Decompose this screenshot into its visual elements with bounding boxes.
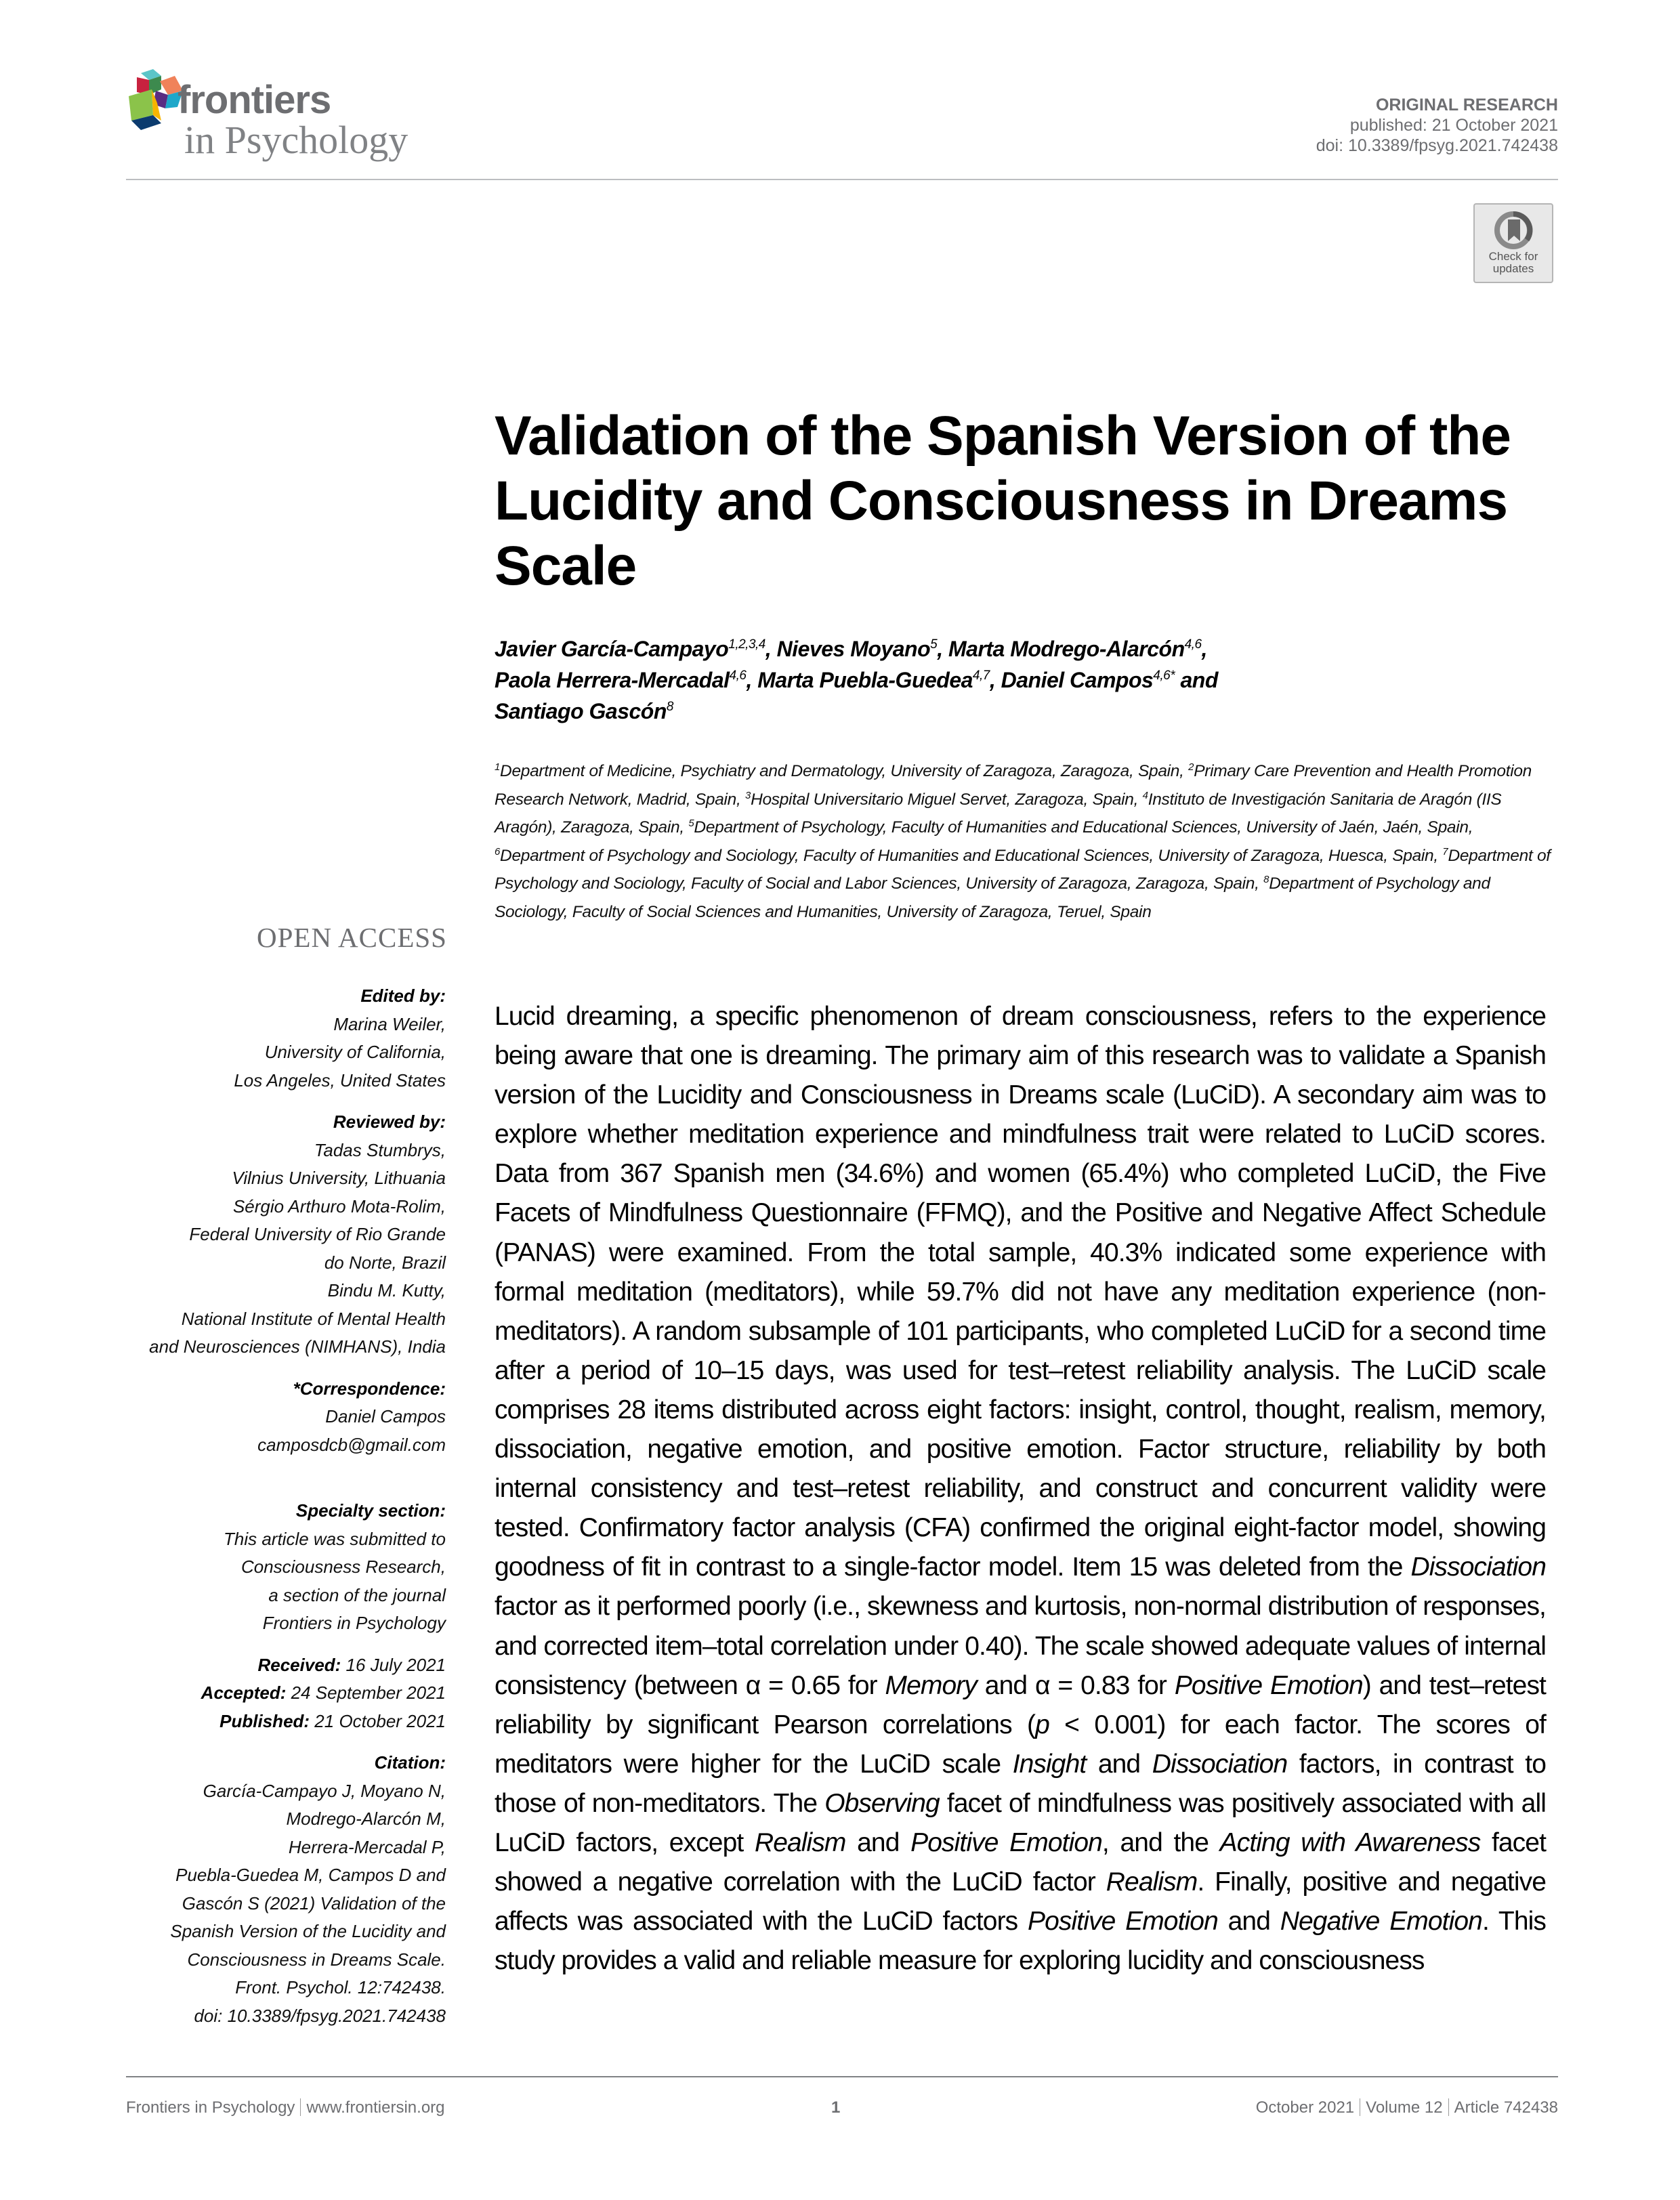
footer-article: Article 742438 [1454,2098,1558,2117]
author[interactable]: Paola Herrera-Mercadal$^{4,6}$, [495,668,758,692]
footer-left [126,2098,445,2117]
journal-name: in Psychology [184,118,408,162]
article-meta [1316,95,1558,156]
editor-affiliation: Los Angeles, United States [234,1070,446,1091]
journal-logo-text[interactable] [177,80,408,160]
accepted-date: Accepted: 24 September 2021 [201,1683,446,1703]
article-title: Validation of the Spanish Version of the Lucidity and Consciousness in Dreams Scale [495,405,1511,597]
reviewer-affiliation: and Neurosciences (NIMHANS), India [149,1336,446,1357]
bookmark-ring-icon [1493,210,1534,251]
citation-text: Puebla-Guedea M, Campos D and [175,1865,446,1885]
check-for-updates-button[interactable] [1473,203,1553,283]
author[interactable]: Nieves Moyano$^5$, [776,637,948,661]
specialty-text: a section of the journal [268,1584,446,1605]
author-list [495,633,1551,727]
reviewed-by-label: Reviewed by: [333,1112,446,1132]
article-type: ORIGINAL RESEARCH [1375,96,1558,114]
article-doi[interactable]: doi: 10.3389/fpsyg.2021.742438 [1316,136,1558,155]
reviewer-affiliation: Federal University of Rio Grande [189,1224,446,1244]
citation-text: Consciousness in Dreams Scale. [187,1949,446,1970]
page-number: 1 [831,2098,841,2117]
footer-right [1256,2098,1558,2117]
citation-text: Herrera-Mercadal P, [288,1836,446,1857]
author[interactable]: Santiago Gascón$^8$ [495,699,673,723]
specialty-text: This article was submitted to [223,1528,446,1549]
check-text-2: updates [1492,262,1534,275]
author[interactable]: Daniel Campos$^{4,6*}$ and [1001,668,1218,692]
reviewer-name[interactable]: Sérgio Arthuro Mota-Rolim, [232,1196,446,1217]
reviewer-name[interactable]: Tadas Stumbrys, [314,1139,446,1160]
footer-volume: Volume 12 [1366,2098,1443,2117]
received-date: Received: 16 July 2021 [257,1654,446,1675]
published-date: published: 21 October 2021 [1349,116,1558,135]
check-text-1: Check for [1488,250,1538,263]
footer-journal: Frontiers in Psychology [126,2098,295,2117]
abstract-text: Lucid dreaming, a specific phenomenon of dream consciousness, refers to the experience being aware that one is dreaming. The primary aim of this research was to validate a Spanish version of the Lucidity and Consciousness in Dreams scale (LuCiD). A secondary aim was to explore whether meditation experience and mindfulness trait were related to LuCiD scores. Data from 367 Spanish men (34.6%) and women (65.4%) who completed LuCiD, the Five Facets of Mindfulness Questionnaire (FFMQ), and the Positive and Negative Affect Schedule (PANAS) were examined. From the total sample, 40.3% indicated some experience with formal meditation (meditators), while 59.7% did not have any meditation experience (non-meditators). A random subsample of 101 participants, who completed LuCiD for a second time after a period of 10–15 days, was used for test–retest reliability analysis. The LuCiD scale comprises 28 items distributed across eight factors: insight, control, thought, realism, memory, dissociation, negative emotion, and positive emotion. Factor structure, reliability by both internal consistency and test–retest reliability, and construct and concurrent validity were tested. Confirmatory factor analysis (CFA) confirmed the original eight-factor model, showing goodness of fit in contrast to a single-factor model. Item 15 was deleted from the Dissociation factor as it performed poorly (i.e., skewness and kurtosis, non-normal distribution of responses, and corrected item–total correlation under 0.40). The scale showed adequate values of internal consistency (between α = 0.65 for Memory and α = 0.83 for Positive Emotion) and test–retest reliability by significant Pearson correlations (p < 0.001) for each factor. The scores of meditators were higher for the LuCiD scale Insight and Dissociation factors, in contrast to those of non-meditators. The Observing facet of mindfulness was positively associated with all LuCiD factors, except Realism and Positive Emotion, and the Acting with Awareness facet showed a negative correlation with the LuCiD factor Realism. Finally, positive and negative affects was associated with the LuCiD factors Positive Emotion and Negative Emotion. This study provides a valid and reliable measure for exploring lucidity and consciousness [495,1002,1547,1976]
specialty-text: Consciousness Research, [240,1557,446,1577]
specialty-text: Frontiers in Psychology [262,1613,446,1633]
article-sidebar [93,982,446,2030]
reviewer-name[interactable]: Bindu M. Kutty, [327,1280,446,1300]
footer-date: October 2021 [1255,2098,1355,2117]
citation-doi-link[interactable]: doi: 10.3389/fpsyg.2021.742438 [194,2005,446,2026]
citation-text: Modrego-Alarcón M, [286,1808,446,1829]
author[interactable]: Javier García-Campayo$^{1,2,3,4}$, [495,637,777,661]
citation-text: Front. Psychol. 12:742438. [235,1977,446,1997]
editor-name[interactable]: Marina Weiler, [333,1013,446,1034]
correspondence-name: Daniel Campos [325,1406,446,1426]
correspondence-email-link[interactable]: camposdcb@gmail.com [257,1434,446,1455]
author[interactable]: Marta Puebla-Guedea$^{4,7}$, [757,668,1001,692]
reviewer-affiliation: do Norte, Brazil [324,1252,446,1273]
open-access-label: OPEN ACCESS [256,922,447,953]
reviewer-affiliation: Vilnius University, Lithuania [232,1168,446,1188]
correspondence-label: *Correspondence: [293,1378,446,1399]
editor-affiliation: University of California, [264,1042,446,1062]
journal-brand: frontiers [177,78,331,122]
published-date-sidebar: Published: 21 October 2021 [219,1710,446,1731]
header-divider [126,179,1558,180]
citation-text: García-Campayo J, Moyano N, [203,1780,446,1801]
citation-label: Citation: [374,1752,446,1773]
specialty-section-label: Specialty section: [295,1500,446,1521]
footer-website-link[interactable]: www.frontiersin.org [306,2098,445,2117]
citation-text: Gascón S (2021) Validation of the [182,1892,446,1913]
citation-text: Spanish Version of the Lucidity and [170,1921,446,1941]
affiliations: $^1$Department of Medicine, Psychiatry and Dermatology, University of Zaragoza, Zaragoza, Spain, $^2$Primary Care Prevention and Health Promotion Research Network, Madrid, Spain, $^3$Hospital Universitario Miguel Servet, Zaragoza, Spain, $^4$Instituto de Investigación Sanitaria de Aragón (IIS Aragón), Zaragoza, Spain, $^5$Department of Psychology, Faculty of Humanities and Educational Sciences, University of Jaén, Jaén, Spain, $^6$Department of Psychology and Sociology, Faculty of Humanities and Educational Sciences, University of Zaragoza, Huesca, Spain, $^7$Department of Psychology and Sociology, Faculty of Social and Labor Sciences, University of Zaragoza, Zaragoza, Spain, $^8$Department of Psychology and Sociology, Faculty of Social Sciences and Humanities, University of Zaragoza, Teruel, Spain [495,761,1551,921]
footer-divider [126,2076,1558,2077]
reviewer-affiliation: National Institute of Mental Health [181,1308,446,1329]
author[interactable]: Marta Modrego-Alarcón$^{4,6}$, [948,637,1207,661]
edited-by-label: Edited by: [360,986,446,1006]
